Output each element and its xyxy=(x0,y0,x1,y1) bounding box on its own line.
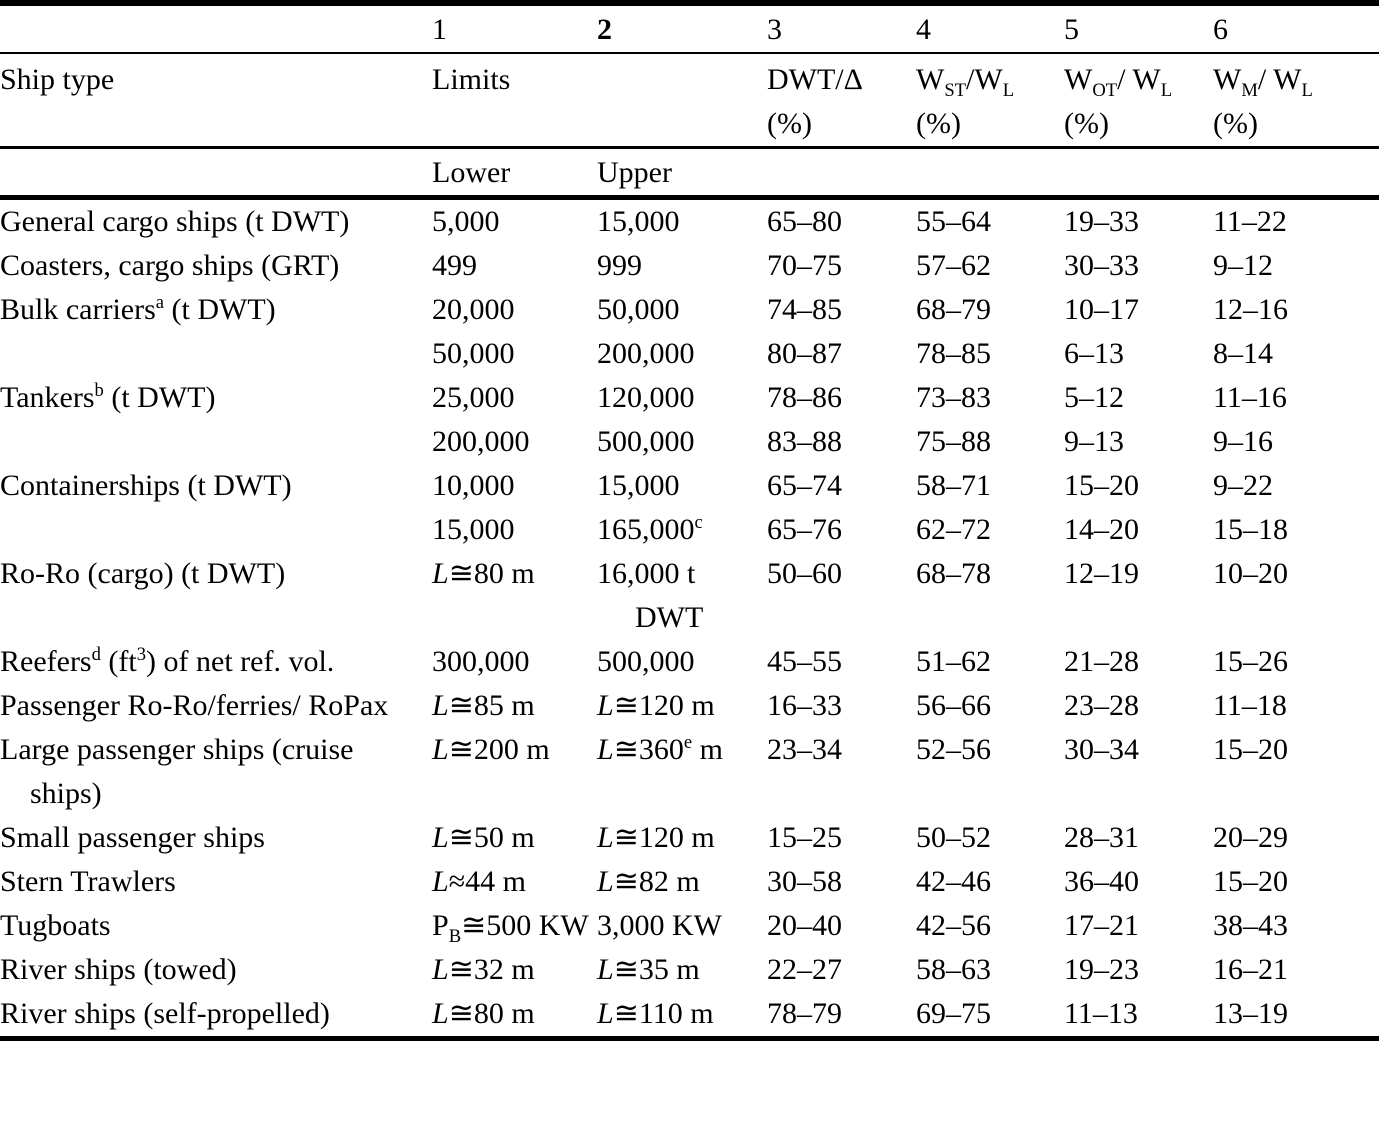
machinery-weight-cell: 16–21 xyxy=(1213,953,1288,986)
dwt-displacement-cell: 16–33 xyxy=(767,689,842,722)
upper-limit-cell: 500,000 xyxy=(597,645,695,678)
structural-weight-cell: 42–56 xyxy=(916,909,991,942)
lower-limit-cell: L≅85 m xyxy=(432,689,535,722)
upper-limit-cell: 15,000 xyxy=(597,469,680,502)
outfit-weight-cell: 23–28 xyxy=(1064,689,1139,722)
machinery-weight-cell: 15–18 xyxy=(1213,513,1288,546)
lower-limit-cell: 499 xyxy=(432,249,477,282)
outfit-weight-cell: 15–20 xyxy=(1064,469,1139,502)
structural-weight-cell: 78–85 xyxy=(916,337,991,370)
ship-type-cell: Small passenger ships xyxy=(0,821,265,854)
upper-limit-cell: L≅82 m xyxy=(597,865,700,898)
ship-type-cell: Reefers$^d$ $(ft^3)$ of net ref. vol. xyxy=(0,644,335,678)
lower-limit-cell: 10,000 xyxy=(432,469,515,502)
col-number-4: 4 xyxy=(916,3,1064,53)
upper-limit-cell: L≅120 m xyxy=(597,821,715,854)
upper-limit-header: Upper xyxy=(597,148,767,198)
lower-limit-cell: L≅32 m xyxy=(432,953,535,986)
upper-limit-cell: 200,000 xyxy=(597,337,695,370)
lower-limit-cell: L≅50 m xyxy=(432,821,535,854)
dwt-displacement-cell: 65–74 xyxy=(767,469,842,502)
lower-limit-cell: 200,000 xyxy=(432,425,530,458)
dwt-displacement-cell: 30–58 xyxy=(767,865,842,898)
ship-type-cell: Passenger Ro-Ro/ferries/ RoPax xyxy=(0,689,389,722)
table-row xyxy=(0,244,1379,288)
outfit-weight-cell: 30–34 xyxy=(1064,733,1139,766)
ship-type-cell xyxy=(0,508,432,552)
outfit-weight-cell: 19–33 xyxy=(1064,205,1139,238)
dwt-displacement-cell: 78–79 xyxy=(767,997,842,1030)
machinery-weight-header: $W_M/$ $W_L$ (%) xyxy=(1213,53,1379,148)
structural-weight-header: $W_{ST}/W_L$ (%) xyxy=(916,53,1064,148)
ship-type-cell xyxy=(0,420,432,464)
structural-weight-cell: 58–63 xyxy=(916,953,991,986)
table-row xyxy=(0,508,1379,552)
table-row xyxy=(0,288,1379,332)
subheader-row xyxy=(0,148,1379,198)
table-row xyxy=(0,198,1379,245)
dwt-displacement-cell: 22–27 xyxy=(767,953,842,986)
dwt-displacement-cell: 65–76 xyxy=(767,513,842,546)
machinery-weight-cell: 15–20 xyxy=(1213,733,1288,766)
upper-limit-cell: 120,000 xyxy=(597,381,695,414)
machinery-weight-cell: 8–14 xyxy=(1213,337,1273,370)
lower-limit-cell: L≈44 m xyxy=(432,865,526,898)
lower-limit-cell: L≅80 m xyxy=(432,557,535,590)
machinery-weight-cell: 20–29 xyxy=(1213,821,1288,854)
machinery-weight-cell: 11–18 xyxy=(1213,689,1287,722)
table-row xyxy=(0,816,1379,860)
ship-type-cell: General cargo ships (t DWT) xyxy=(0,205,350,238)
lower-limit-cell: 25,000 xyxy=(432,381,515,414)
dwt-displacement-cell: 70–75 xyxy=(767,249,842,282)
table-row xyxy=(0,860,1379,904)
dwt-displacement-cell: 15–25 xyxy=(767,821,842,854)
outfit-weight-cell: 14–20 xyxy=(1064,513,1139,546)
dwt-displacement-cell: 78–86 xyxy=(767,381,842,414)
structural-weight-cell: 55–64 xyxy=(916,205,991,238)
ship-type-header: Ship type xyxy=(0,53,432,148)
outfit-weight-cell: 9–13 xyxy=(1064,425,1124,458)
col-number-5: 5 xyxy=(1064,3,1213,53)
machinery-weight-cell: 15–20 xyxy=(1213,865,1288,898)
upper-limit-cell: L≅360e m xyxy=(597,732,723,766)
dwt-displacement-cell: 83–88 xyxy=(767,425,842,458)
outfit-weight-cell: 5–12 xyxy=(1064,381,1124,414)
lower-limit-cell: 300,000 xyxy=(432,645,530,678)
outfit-weight-cell: 17–21 xyxy=(1064,909,1139,942)
empty-cell xyxy=(767,148,1379,198)
table-row xyxy=(0,904,1379,948)
ship-type-cell xyxy=(0,332,432,376)
table-body xyxy=(0,198,1379,1039)
col-number-3: 3 xyxy=(767,3,916,53)
ship-type-cell: Containerships (t DWT) xyxy=(0,469,292,502)
lower-limit-header: Lower xyxy=(432,148,597,198)
table-row xyxy=(0,684,1379,728)
column-number-row xyxy=(0,3,1379,53)
machinery-weight-cell: 11–22 xyxy=(1213,205,1287,238)
upper-limit-cell: 15,000 xyxy=(597,205,680,238)
dwt-displacement-cell: 80–87 xyxy=(767,337,842,370)
outfit-weight-cell: 36–40 xyxy=(1064,865,1139,898)
structural-weight-cell: 57–62 xyxy=(916,249,991,282)
ship-type-cell: Bulk carriers$^a$ (t DWT) xyxy=(0,292,276,326)
lower-limit-cell: L≅80 m xyxy=(432,997,535,1030)
col-number-1: 1 xyxy=(432,3,597,53)
lower-limit-cell: 20,000 xyxy=(432,293,515,326)
outfit-weight-cell: 12–19 xyxy=(1064,557,1139,590)
structural-weight-cell: 68–79 xyxy=(916,293,991,326)
table-row xyxy=(0,728,1379,816)
table-row xyxy=(0,640,1379,684)
dwt-displacement-header: DWT/Δ (%) xyxy=(767,53,916,148)
structural-weight-cell: 58–71 xyxy=(916,469,991,502)
outfit-weight-cell: 19–23 xyxy=(1064,953,1139,986)
ship-type-cell: Stern Trawlers xyxy=(0,865,176,898)
structural-weight-cell: 73–83 xyxy=(916,381,991,414)
upper-limit-cell: 999 xyxy=(597,249,642,282)
structural-weight-cell: 69–75 xyxy=(916,997,991,1030)
structural-weight-cell: 56–66 xyxy=(916,689,991,722)
upper-limit-cell: 50,000 xyxy=(597,293,680,326)
outfit-weight-cell: 28–31 xyxy=(1064,821,1139,854)
machinery-weight-cell: 38–43 xyxy=(1213,909,1288,942)
table-row xyxy=(0,552,1379,640)
machinery-weight-cell: 9–22 xyxy=(1213,469,1273,502)
ship-type-cell: River ships (towed) xyxy=(0,953,237,986)
table-row xyxy=(0,376,1379,420)
structural-weight-cell: 75–88 xyxy=(916,425,991,458)
table-row xyxy=(0,948,1379,992)
machinery-weight-cell: 9–16 xyxy=(1213,425,1273,458)
ship-type-cell: Ro-Ro (cargo) (t DWT) xyxy=(0,557,286,590)
outfit-weight-cell: 6–13 xyxy=(1064,337,1124,370)
empty-cell xyxy=(0,148,432,198)
dwt-displacement-cell: 74–85 xyxy=(767,293,842,326)
table-row xyxy=(0,464,1379,508)
machinery-weight-cell: 15–26 xyxy=(1213,645,1288,678)
header-row xyxy=(0,53,1379,148)
outfit-weight-cell: 30–33 xyxy=(1064,249,1139,282)
lower-limit-cell: 15,000 xyxy=(432,513,515,546)
outfit-weight-cell: 10–17 xyxy=(1064,293,1139,326)
upper-limit-cell: L≅120 m xyxy=(597,689,715,722)
ship-type-cell: Tugboats xyxy=(0,909,111,942)
upper-limit-cell: L≅35 m xyxy=(597,953,700,986)
upper-limit-cell: L≅110 m xyxy=(597,997,714,1030)
lower-limit-cell: $P_B≅500$ KW xyxy=(432,909,589,947)
structural-weight-cell: 52–56 xyxy=(916,733,991,766)
machinery-weight-cell: 11–16 xyxy=(1213,381,1287,414)
structural-weight-cell: 51–62 xyxy=(916,645,991,678)
table-row xyxy=(0,992,1379,1039)
dwt-displacement-cell: 20–40 xyxy=(767,909,842,942)
lower-limit-cell: L≅200 m xyxy=(432,733,550,766)
upper-limit-cell: 3,000 KW xyxy=(597,909,722,942)
limits-header: Limits xyxy=(432,53,767,148)
machinery-weight-cell: 12–16 xyxy=(1213,293,1288,326)
structural-weight-cell: 50–52 xyxy=(916,821,991,854)
outfit-weight-header: $W_{OT}/$ $W_L$ (%) xyxy=(1064,53,1213,148)
upper-limit-cell: 165,000$^c$ xyxy=(597,512,703,546)
structural-weight-cell: 62–72 xyxy=(916,513,991,546)
structural-weight-cell: 42–46 xyxy=(916,865,991,898)
structural-weight-cell: 68–78 xyxy=(916,557,991,590)
upper-limit-cell: 500,000 xyxy=(597,425,695,458)
machinery-weight-cell: 9–12 xyxy=(1213,249,1273,282)
dwt-displacement-cell: 50–60 xyxy=(767,557,842,590)
col-number-6: 6 xyxy=(1213,3,1379,53)
col-number-2: 2 xyxy=(597,3,767,53)
ship-type-cell: Large passenger ships (cruise ships) xyxy=(0,733,354,810)
ship-type-cell: Tankers$^b$ (t DWT) xyxy=(0,380,216,414)
machinery-weight-cell: 13–19 xyxy=(1213,997,1288,1030)
lower-limit-cell: 50,000 xyxy=(432,337,515,370)
ship-type-cell: Coasters, cargo ships (GRT) xyxy=(0,249,340,282)
upper-limit-cell: 16,000 t DWT xyxy=(597,557,704,634)
corner-cell xyxy=(0,3,432,53)
dwt-displacement-cell: 23–34 xyxy=(767,733,842,766)
ship-type-cell: River ships (self-propelled) xyxy=(0,997,330,1030)
dwt-displacement-cell: 65–80 xyxy=(767,205,842,238)
table-row xyxy=(0,332,1379,376)
outfit-weight-cell: 21–28 xyxy=(1064,645,1139,678)
lower-limit-cell: 5,000 xyxy=(432,205,500,238)
machinery-weight-cell: 10–20 xyxy=(1213,557,1288,590)
table-row xyxy=(0,420,1379,464)
outfit-weight-cell: 11–13 xyxy=(1064,997,1138,1030)
dwt-displacement-cell: 45–55 xyxy=(767,645,842,678)
